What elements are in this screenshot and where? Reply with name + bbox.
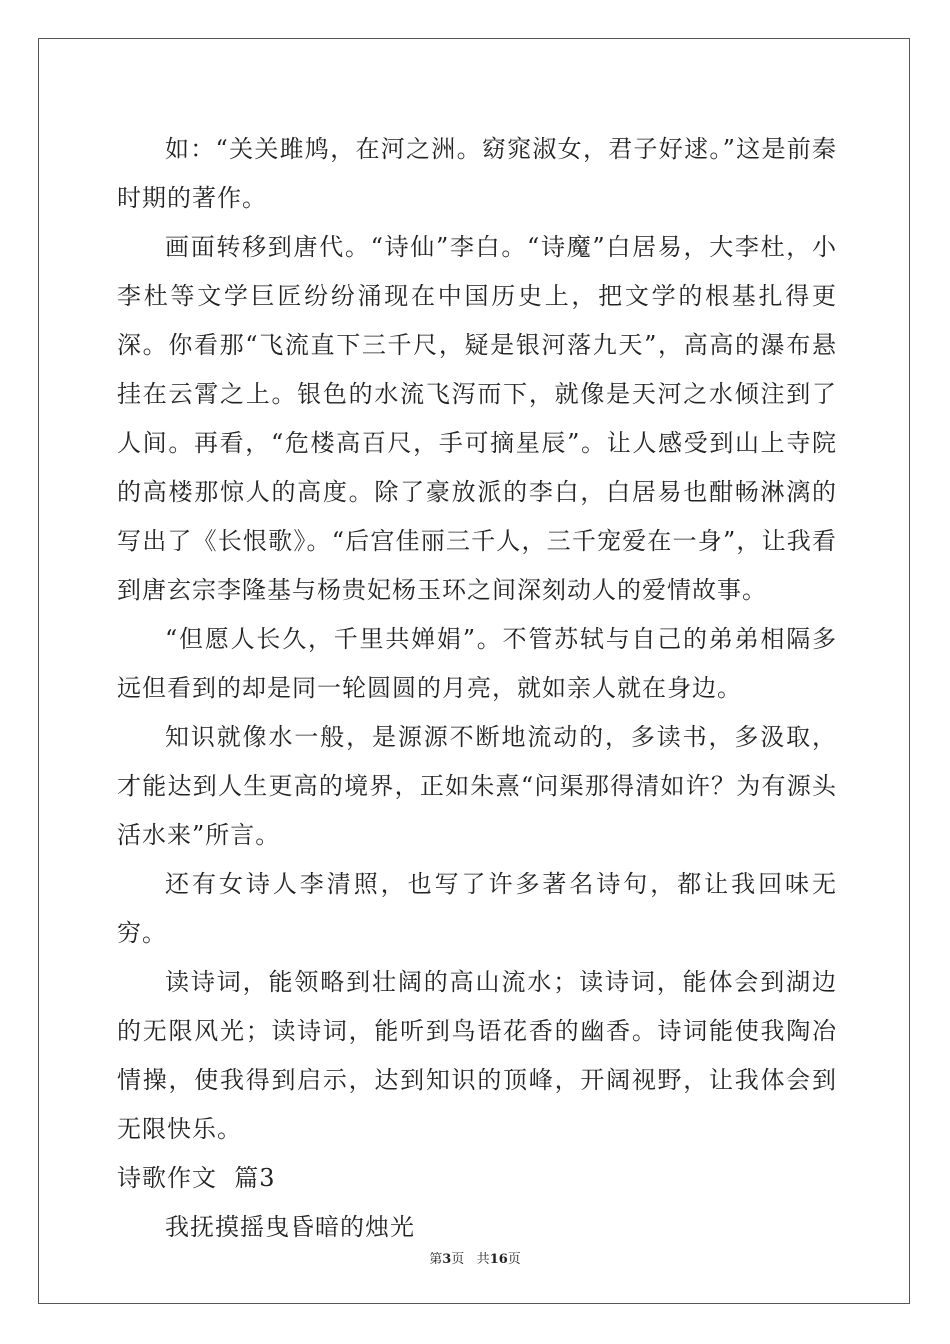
document-body	[117, 125, 837, 1252]
footer-total-prefix: 共	[476, 1252, 490, 1267]
footer-page-number: 3	[442, 1252, 452, 1267]
footer-prefix: 第	[429, 1252, 443, 1267]
footer-total-pages: 16	[489, 1252, 508, 1267]
poem-line: 我抚摸摇曳昏暗的烛光	[165, 1213, 415, 1241]
section-heading: 诗歌作文 篇3	[117, 1164, 276, 1192]
paragraph-6: 读诗词，能领略到壮阔的高山流水；读诗词，能体会到湖边的无限风光；读诗词，能听到鸟语花香的幽香。诗词能使我陶冶情操，使我得到启示，达到知识的顶峰，开阔视野，让我体会到无限快乐。	[117, 968, 837, 1143]
footer-total-suffix: 页	[507, 1252, 521, 1267]
paragraph-4: 知识就像水一般，是源源不断地流动的，多读书，多汲取，才能达到人生更高的境界，正如朱熹“问渠那得清如许？为有源头活水来”所言。	[117, 723, 837, 849]
page-footer	[0, 1248, 950, 1267]
footer-page-suffix: 页	[451, 1252, 465, 1267]
paragraph-3: “但愿人长久，千里共婵娟”。不管苏轼与自己的弟弟相隔多远但看到的却是同一轮圆圆的月亮，就如亲人就在身边。	[117, 625, 837, 702]
paragraph-1: 如：“关关雎鸠，在河之洲。窈窕淑女，君子好逑。”这是前秦时期的著作。	[117, 135, 837, 212]
paragraph-2: 画面转移到唐代。“诗仙”李白。“诗魔”白居易，大李杜，小李杜等文学巨匠纷纷涌现在中国历史上，把文学的根基扎得更深。你看那“飞流直下三千尺，疑是银河落九天”，高高的瀑布悬挂在云霄之上。银色的水流飞泻而下，就像是天河之水倾注到了人间。再看，“危楼高百尺，手可摘星辰”。让人感受到山上寺院的高楼那惊人的高度。除了豪放派的李白，白居易也酣畅淋漓的写出了《长恨歌》。“后宫佳丽三千人，三千宠爱在一身”，让我看到唐玄宗李隆基与杨贵妃杨玉环之间深刻动人的爱情故事。	[117, 233, 837, 604]
paragraph-5: 还有女诗人李清照，也写了许多著名诗句，都让我回味无穷。	[117, 870, 837, 947]
